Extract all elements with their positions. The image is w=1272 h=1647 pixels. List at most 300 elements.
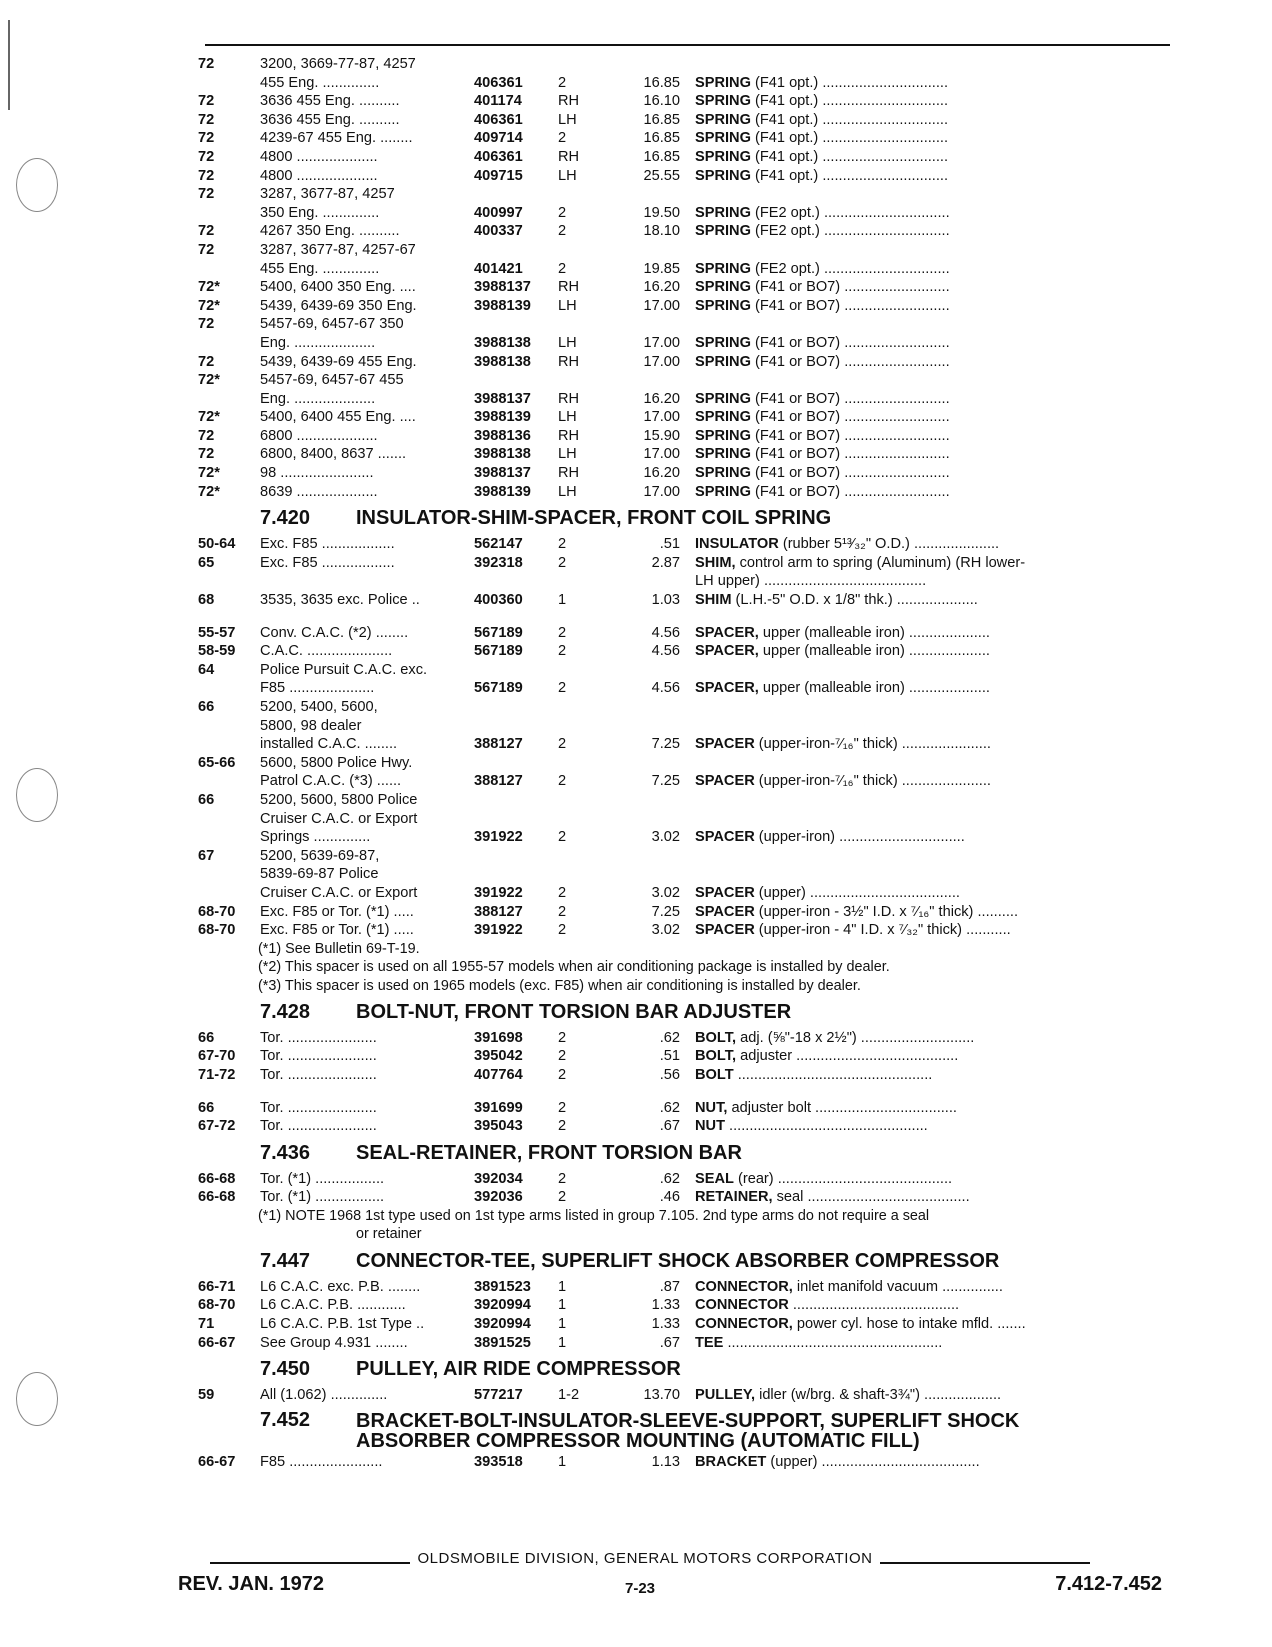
part-name: SPRING — [695, 93, 751, 110]
description-cell — [695, 464, 1170, 483]
price-cell: .56 — [659, 1067, 680, 1084]
part-detail: adjuster bolt ................................... — [727, 1099, 957, 1116]
model-cell: 455 Eng. .............. — [260, 74, 380, 91]
part-number-cell: 3988137 — [474, 279, 531, 296]
price-cell: .67 — [659, 1118, 680, 1135]
table-row — [198, 204, 1170, 223]
part-number-cell: 400337 — [474, 223, 523, 240]
model-cell: Exc. F85 or Tor. (*1) ..... — [260, 922, 414, 939]
description-cell — [695, 353, 1170, 372]
part-name: SPRING — [695, 427, 751, 444]
section-title: SEAL-RETAINER, FRONT TORSION BAR — [356, 1141, 742, 1164]
year-cell: 72* — [198, 372, 220, 389]
table-row — [198, 55, 1170, 74]
year-cell: 72* — [198, 483, 220, 500]
part-name: SPRING — [695, 297, 751, 314]
part-name: SPRING — [695, 279, 751, 296]
description-cell — [695, 1170, 1170, 1189]
table-row — [198, 1066, 1170, 1085]
table-row — [198, 1047, 1170, 1066]
part-detail: (FE2 opt.) ............................... — [750, 204, 950, 221]
model-cell: 3200, 3669-77-87, 4257 — [260, 56, 416, 72]
table-row — [198, 483, 1170, 502]
description-cell — [695, 129, 1170, 148]
year-cell: 66 — [198, 699, 215, 715]
part-name: BOLT, — [695, 1048, 737, 1065]
year-cell: 72* — [198, 465, 220, 482]
revision-date: REV. JAN. 1972 — [178, 1573, 325, 1595]
table-row — [198, 315, 1170, 334]
quantity-cell: 2 — [558, 643, 567, 660]
description-cell — [695, 535, 1170, 554]
table-row — [198, 661, 1170, 680]
part-detail: (F41 or BO7) .......................... — [750, 334, 950, 351]
quantity-cell: 2 — [558, 1170, 567, 1187]
table-row — [198, 754, 1170, 773]
section-heading-7-428 — [198, 995, 1170, 1029]
description-cell — [695, 1296, 1170, 1315]
year-cell: 72* — [198, 409, 220, 426]
table-row — [198, 1386, 1170, 1405]
part-detail: (rubber 5¹³⁄₃₂" O.D.) ..................... — [778, 536, 1000, 553]
part-name: SPACER, — [695, 643, 759, 660]
year-cell: 72 — [198, 167, 215, 184]
model-cell: 3636 455 Eng. .......... — [260, 111, 400, 128]
part-detail: (upper-iron-⁷⁄₁₆" thick) ...................... — [754, 773, 991, 790]
price-cell: .87 — [659, 1278, 680, 1295]
model-cell: 4800 .................... — [260, 148, 378, 165]
description-cell — [695, 148, 1170, 167]
price-cell: 4.56 — [651, 643, 680, 660]
model-cell: 4267 350 Eng. .......... — [260, 223, 400, 240]
model-cell: Exc. F85 or Tor. (*1) ..... — [260, 903, 414, 920]
model-cell: 3535, 3635 exc. Police .. — [260, 592, 420, 609]
quantity-cell: 2 — [558, 624, 567, 641]
table-row — [198, 591, 1170, 610]
year-cell: 66-71 — [198, 1278, 236, 1295]
description-cell — [695, 554, 1170, 573]
quantity-cell: 2 — [558, 1067, 567, 1084]
model-cell: Conv. C.A.C. (*2) ........ — [260, 624, 409, 641]
model-cell: 5457-69, 6457-67 350 — [260, 316, 404, 333]
part-detail: (L.H.-5" O.D. x 1/8" thk.) .................... — [731, 592, 978, 609]
description-cell — [695, 624, 1170, 643]
part-name: SPACER — [695, 829, 755, 846]
section-title: CONNECTOR-TEE, SUPERLIFT SHOCK ABSORBER COMPRESSOR — [356, 1249, 1000, 1272]
section-title-line-1: BRACKET-BOLT-INSULATOR-SLEEVE-SUPPORT, SUPERLIFT SHOCK — [356, 1409, 1020, 1432]
model-cell: 3287, 3677-87, 4257 — [260, 186, 395, 203]
model-cell: All (1.062) .............. — [260, 1387, 388, 1404]
year-cell: 67 — [198, 847, 215, 864]
price-cell: .51 — [659, 1048, 680, 1065]
description-cell — [695, 772, 1170, 791]
group-range: 7.412-7.452 — [1055, 1573, 1162, 1595]
part-name: NUT, — [695, 1099, 728, 1116]
part-number-cell: 567189 — [474, 624, 523, 641]
part-number-cell: 567189 — [474, 643, 523, 660]
part-number-cell: 395043 — [474, 1118, 523, 1135]
price-cell: 18.10 — [643, 223, 680, 240]
model-cell: Tor. ...................... — [260, 1067, 377, 1084]
model-cell: Tor. (*1) ................. — [260, 1170, 385, 1187]
price-cell: .46 — [659, 1189, 680, 1206]
nut-list — [198, 1099, 1170, 1136]
part-number-cell: 391699 — [474, 1099, 523, 1116]
model-cell: 350 Eng. .............. — [260, 204, 380, 221]
part-detail: (FE2 opt.) ............................... — [750, 260, 950, 277]
part-number-cell: 409715 — [474, 167, 523, 184]
table-row — [198, 390, 1170, 409]
part-name: SPRING — [695, 483, 751, 500]
table-row — [198, 92, 1170, 111]
part-detail: (upper) ....................................... — [766, 1453, 980, 1470]
quantity-cell: RH — [558, 465, 580, 482]
part-name: TEE — [695, 1334, 724, 1351]
part-number-cell: 406361 — [474, 111, 523, 128]
section-heading-7-447 — [198, 1244, 1170, 1278]
description-cell — [695, 204, 1170, 223]
section-number: 7.447 — [260, 1249, 311, 1272]
section-heading-7-452 — [198, 1405, 1170, 1453]
part-detail: (F41 opt.) ............................... — [750, 130, 949, 147]
description-cell — [695, 572, 1170, 591]
description-cell — [695, 278, 1170, 297]
description-cell — [695, 884, 1170, 903]
year-cell: 59 — [198, 1387, 215, 1404]
part-detail: adjuster ........................................ — [736, 1048, 959, 1065]
description-cell — [695, 297, 1170, 316]
part-number-cell: 3920994 — [474, 1297, 531, 1314]
model-cell: 5200, 5400, 5600, — [260, 699, 378, 715]
year-cell: 71-72 — [198, 1067, 236, 1084]
part-name: SPRING — [695, 260, 751, 277]
section-number: 7.420 — [260, 507, 311, 530]
quantity-cell: 2 — [558, 1189, 567, 1206]
description-cell — [695, 334, 1170, 353]
model-cell: 5200, 5600, 5800 Police — [260, 791, 418, 808]
year-cell: 72 — [198, 186, 215, 203]
quantity-cell: 1 — [558, 592, 567, 609]
description-cell — [695, 1315, 1170, 1334]
table-row — [198, 129, 1170, 148]
year-cell: 71 — [198, 1316, 215, 1333]
part-number-cell: 392036 — [474, 1189, 523, 1206]
page-number: 7-23 — [624, 1580, 656, 1597]
part-name: SPRING — [695, 130, 751, 147]
quantity-cell: 2 — [558, 204, 567, 221]
part-number-cell: 391698 — [474, 1029, 523, 1046]
price-cell: 16.85 — [643, 130, 680, 147]
part-name: SPRING — [695, 148, 751, 165]
table-row — [198, 1099, 1170, 1118]
part-name: PULLEY, — [695, 1387, 756, 1404]
model-cell: 5400, 6400 350 Eng. .... — [260, 279, 416, 296]
part-number-cell: 392034 — [474, 1170, 523, 1187]
part-detail: power cyl. hose to intake mfld. ....... — [792, 1316, 1026, 1333]
part-detail: (F41 or BO7) .......................... — [750, 446, 950, 463]
section-number: 7.452 — [260, 1408, 311, 1431]
part-detail: (F41 or BO7) .......................... — [750, 409, 950, 426]
model-cell: Tor. ...................... — [260, 1029, 377, 1046]
quantity-cell: LH — [558, 111, 577, 128]
quantity-cell: 2 — [558, 736, 567, 753]
model-cell: 5200, 5639-69-87, — [260, 847, 380, 864]
part-number-cell: 401421 — [474, 260, 523, 277]
year-cell: 50-64 — [198, 536, 236, 553]
part-name: CONNECTOR — [695, 1297, 789, 1314]
model-cell: Exc. F85 .................. — [260, 536, 395, 553]
price-cell: 1.03 — [651, 592, 680, 609]
year-cell: 66 — [198, 791, 215, 808]
year-cell: 72 — [198, 316, 215, 333]
description-cell — [695, 92, 1170, 111]
model-cell: 8639 .................... — [260, 483, 378, 500]
part-detail: (upper) ..................................... — [754, 884, 960, 901]
model-cell: Cruiser C.A.C. or Export — [260, 884, 418, 901]
year-cell: 65 — [198, 554, 215, 571]
part-detail: (F41 opt.) ............................... — [750, 74, 949, 91]
model-cell: 6800, 8400, 8637 ....... — [260, 446, 407, 463]
model-cell: 5839-69-87 Police — [260, 866, 379, 883]
price-cell: 1.13 — [651, 1453, 680, 1470]
section-title — [356, 1411, 1019, 1451]
part-name: CONNECTOR, — [695, 1316, 793, 1333]
insulator-shim-list — [198, 535, 1170, 609]
part-detail: (F41 opt.) ............................... — [750, 148, 949, 165]
quantity-cell: RH — [558, 93, 580, 110]
part-name: SPACER, — [695, 624, 759, 641]
table-row — [198, 278, 1170, 297]
description-cell — [695, 1047, 1170, 1066]
quantity-cell: 2 — [558, 680, 567, 697]
footnote: (*2) This spacer is used on all 1955-57 models when air conditioning package is installed by dealer. — [258, 959, 890, 976]
model-cell: Tor. ...................... — [260, 1048, 377, 1065]
year-cell: 68-70 — [198, 903, 236, 920]
model-cell: F85 ....................... — [260, 1453, 383, 1470]
quantity-cell: 1 — [558, 1316, 567, 1333]
model-cell: 4239-67 455 Eng. ........ — [260, 130, 413, 147]
year-cell: 72 — [198, 130, 215, 147]
table-row — [198, 353, 1170, 372]
part-detail: ......................................... — [788, 1297, 960, 1314]
quantity-cell: 2 — [558, 773, 567, 790]
description-cell — [695, 167, 1170, 186]
description-cell — [695, 260, 1170, 279]
section-number: 7.428 — [260, 1000, 311, 1023]
description-cell — [695, 74, 1170, 93]
part-number-cell: 3920994 — [474, 1316, 531, 1333]
table-row — [198, 624, 1170, 643]
model-cell: C.A.C. ..................... — [260, 643, 393, 660]
year-cell: 72 — [198, 223, 215, 240]
price-cell: 17.00 — [643, 353, 680, 370]
price-cell: 7.25 — [651, 903, 680, 920]
part-detail: (upper-iron) ............................... — [754, 829, 965, 846]
description-cell — [695, 1029, 1170, 1048]
quantity-cell: 2 — [558, 554, 567, 571]
year-cell: 72 — [198, 148, 215, 165]
section-title: PULLEY, AIR RIDE COMPRESSOR — [356, 1358, 681, 1381]
price-cell: .62 — [659, 1029, 680, 1046]
table-row — [198, 74, 1170, 93]
model-cell: 5439, 6439-69 350 Eng. — [260, 297, 417, 314]
table-row — [198, 535, 1170, 554]
part-detail: control arm to spring (Aluminum) (RH lower- — [735, 554, 1026, 571]
year-cell: 66 — [198, 1099, 215, 1116]
model-cell: Exc. F85 .................. — [260, 554, 395, 571]
price-cell: 17.00 — [643, 297, 680, 314]
table-row — [198, 148, 1170, 167]
table-row — [198, 1296, 1170, 1315]
part-detail: adj. (⅝"-18 x 2½") ............................ — [736, 1029, 975, 1046]
description-cell — [695, 483, 1170, 502]
price-cell: 1.33 — [651, 1316, 680, 1333]
quantity-cell: 2 — [558, 884, 567, 901]
table-row — [198, 297, 1170, 316]
part-name: SPRING — [695, 390, 751, 407]
description-cell — [695, 1334, 1170, 1353]
description-cell — [695, 427, 1170, 446]
quantity-cell: 1 — [558, 1334, 567, 1351]
quantity-cell: LH — [558, 297, 577, 314]
part-detail: (upper-iron-⁷⁄₁₆" thick) ...................... — [754, 736, 991, 753]
part-number-cell: 577217 — [474, 1387, 523, 1404]
table-row — [198, 1278, 1170, 1297]
part-name: INSULATOR — [695, 536, 779, 553]
table-row — [198, 408, 1170, 427]
table-row — [198, 884, 1170, 903]
quantity-cell: 2 — [558, 829, 567, 846]
footer-rule-right — [880, 1562, 1090, 1564]
footnote: (*3) This spacer is used on 1965 models (exc. F85) when air conditioning is installed by dealer. — [258, 977, 861, 994]
table-row — [198, 679, 1170, 698]
part-number-cell: 391922 — [474, 884, 523, 901]
price-cell: .62 — [659, 1099, 680, 1116]
part-number-cell: 388127 — [474, 903, 523, 920]
model-cell: Eng. .................... — [260, 334, 376, 351]
year-cell: 72 — [198, 56, 215, 72]
price-cell: .67 — [659, 1334, 680, 1351]
price-cell: 19.50 — [643, 204, 680, 221]
part-name: SPRING — [695, 334, 751, 351]
footnote: or retainer — [356, 1226, 422, 1243]
part-name: BRACKET — [695, 1453, 767, 1470]
part-number-cell: 3988137 — [474, 390, 531, 407]
part-number-cell: 3988138 — [474, 334, 531, 351]
part-number-cell: 400360 — [474, 592, 523, 609]
hole-punch-bottom — [16, 1372, 58, 1426]
table-row — [198, 847, 1170, 866]
description-cell — [695, 390, 1170, 409]
model-cell: Springs .............. — [260, 829, 371, 846]
model-cell: Tor. (*1) ................. — [260, 1189, 385, 1206]
model-cell: F85 ..................... — [260, 680, 375, 697]
model-cell: 5439, 6439-69 455 Eng. — [260, 353, 417, 370]
section-number: 7.436 — [260, 1141, 311, 1164]
quantity-cell: 2 — [558, 1048, 567, 1065]
table-row — [198, 642, 1170, 661]
table-row — [198, 1029, 1170, 1048]
price-cell: 3.02 — [651, 922, 680, 939]
hole-punch-top — [16, 158, 58, 212]
table-row — [198, 1334, 1170, 1353]
part-number-cell: 3988139 — [474, 409, 531, 426]
table-row — [198, 791, 1170, 810]
price-cell: 16.10 — [643, 93, 680, 110]
price-cell: 25.55 — [643, 167, 680, 184]
part-number-cell: 3891523 — [474, 1278, 531, 1295]
bracket-list — [198, 1453, 1170, 1472]
quantity-cell: 2 — [558, 1099, 567, 1116]
part-number-cell: 401174 — [474, 93, 522, 110]
model-cell: Cruiser C.A.C. or Export — [260, 810, 418, 827]
price-cell: 17.00 — [643, 409, 680, 426]
description-cell — [695, 679, 1170, 698]
year-cell: 55-57 — [198, 624, 236, 641]
part-number-cell: 391922 — [474, 829, 523, 846]
part-detail: ................................................. — [725, 1118, 928, 1135]
year-cell: 65-66 — [198, 754, 236, 771]
part-number-cell: 3988138 — [474, 446, 531, 463]
part-number-cell: 3988139 — [474, 297, 531, 314]
quantity-cell: 2 — [558, 1029, 567, 1046]
price-cell: 17.00 — [643, 446, 680, 463]
price-cell: 16.85 — [643, 111, 680, 128]
part-name: NUT — [695, 1118, 725, 1135]
section-number: 7.450 — [260, 1358, 311, 1381]
year-cell: 66-67 — [198, 1453, 236, 1470]
quantity-cell: 1-2 — [558, 1387, 580, 1404]
description-cell — [695, 828, 1170, 847]
part-number-cell: 393518 — [474, 1453, 523, 1470]
part-detail: (F41 or BO7) .......................... — [750, 390, 950, 407]
part-name: SPACER, — [695, 680, 759, 697]
year-cell: 66-67 — [198, 1334, 236, 1351]
quantity-cell: 2 — [558, 903, 567, 920]
year-cell: 66-68 — [198, 1170, 236, 1187]
part-number-cell: 388127 — [474, 736, 523, 753]
table-row — [198, 735, 1170, 754]
part-number-cell: 391922 — [474, 922, 523, 939]
quantity-cell: 2 — [558, 130, 567, 147]
part-detail: (F41 or BO7) .......................... — [750, 427, 950, 444]
year-cell: 72* — [198, 297, 220, 314]
quantity-cell: RH — [558, 390, 580, 407]
price-cell: 3.02 — [651, 829, 680, 846]
part-number-cell: 388127 — [474, 773, 523, 790]
part-number-cell: 3988138 — [474, 353, 531, 370]
model-cell: Tor. ...................... — [260, 1118, 377, 1135]
table-row — [198, 222, 1170, 241]
part-detail: seal ........................................ — [772, 1189, 970, 1206]
spacer-notes — [198, 940, 1170, 995]
table-row — [198, 698, 1170, 717]
description-cell — [695, 1188, 1170, 1207]
price-cell: .51 — [659, 536, 680, 553]
spring-parts-list — [198, 55, 1170, 501]
description-cell — [695, 111, 1170, 130]
model-cell: L6 C.A.C. P.B. 1st Type .. — [260, 1316, 425, 1333]
description-cell — [695, 591, 1170, 610]
year-cell: 72* — [198, 279, 220, 296]
part-detail: ..................................................... — [723, 1334, 943, 1351]
part-number-cell: 392318 — [474, 554, 523, 571]
quantity-cell: RH — [558, 279, 580, 296]
quantity-cell: RH — [558, 353, 580, 370]
quantity-cell: LH — [558, 334, 577, 351]
connector-tee-list — [198, 1278, 1170, 1352]
quantity-cell: 2 — [558, 74, 567, 91]
